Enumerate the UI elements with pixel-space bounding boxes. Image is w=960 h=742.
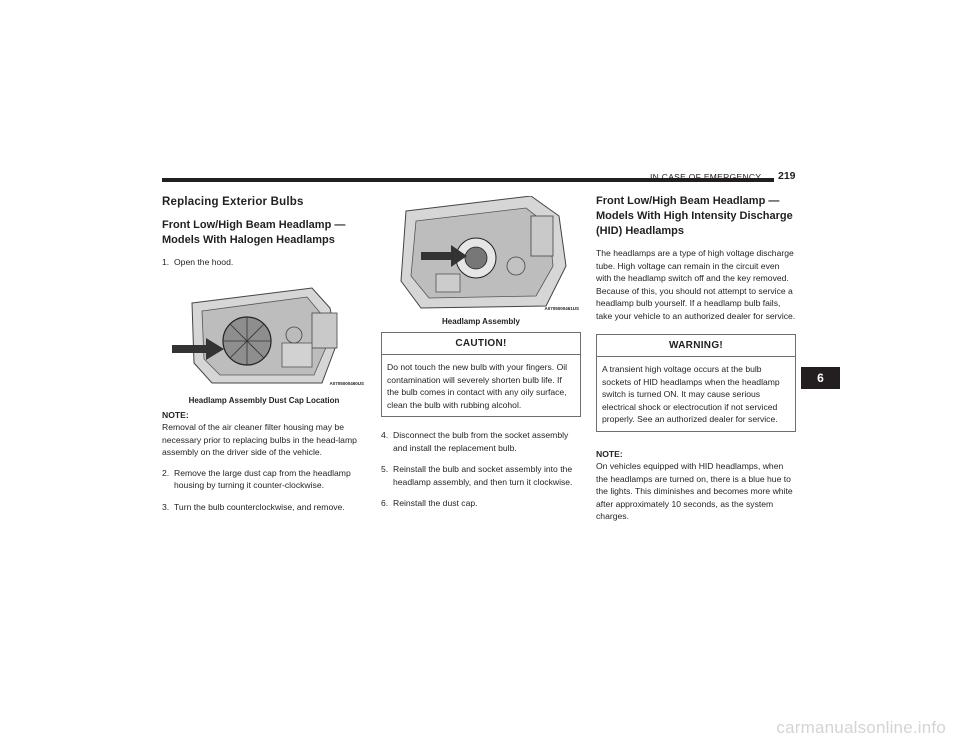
note-text: On vehicles equipped with HID headlamps, when the headlamps are turned on, there is a blue hue to the lights. This diminishes and becomes more white after approximately 10 seconds, as the system charges.: [596, 461, 793, 521]
section-title: Replacing Exterior Bulbs: [162, 196, 304, 208]
warning-box: [596, 334, 796, 432]
subsection-title-halogen: Front Low/High Beam Headlamp — Models With Halogen Headlamps: [162, 219, 346, 246]
page-number: 219: [778, 170, 796, 182]
step-6: [381, 497, 581, 510]
figure-headlamp-assembly: [381, 196, 581, 324]
note-text: Removal of the air cleaner filter housing may be necessary prior to replacing bulbs in the head-lamp assembly on the driver side of the vehicle.: [162, 422, 357, 457]
step-text: Reinstall the dust cap.: [393, 498, 478, 508]
step-1: [162, 256, 366, 269]
step-number: 4.: [381, 430, 389, 440]
column-2: [381, 196, 581, 519]
step-number: 1.: [162, 257, 170, 267]
caution-box: [381, 332, 581, 417]
headlamp-assembly-illustration: [381, 196, 581, 314]
step-number: 5.: [381, 464, 389, 474]
figure-code: A0705000461US: [544, 306, 579, 311]
warning-text: A transient high voltage occurs at the bulb sockets of HID headlamps when the headlamp switch is turned ON. It may cause serious electrical shock or electrocution if not serviced properly. See an authorized dealer for service.: [602, 364, 780, 424]
figure-code: A0705000460US: [329, 380, 364, 386]
step-5: [381, 463, 581, 488]
step-number: 3.: [162, 501, 170, 512]
step-text: Remove the large dust cap from the headlamp housing by turning it counter-clockwise.: [174, 467, 351, 490]
figure-caption: Headlamp Assembly Dust Cap Location: [188, 395, 340, 405]
running-header: IN CASE OF EMERGENCY: [650, 172, 762, 182]
step-text: Disconnect the bulb from the socket assembly and install the replacement bulb.: [393, 430, 569, 453]
step-number: 2.: [162, 467, 170, 478]
warning-title: WARNING!: [597, 335, 795, 357]
step-text: Reinstall the bulb and socket assembly into the headlamp assembly, and then turn it clockwise.: [393, 464, 573, 487]
step-4: [381, 429, 581, 454]
watermark: carmanualsonline.info: [776, 718, 946, 737]
step-2: [162, 467, 366, 492]
column-1: [162, 194, 366, 522]
figure-dust-cap: [162, 283, 366, 405]
note-label: NOTE:: [596, 448, 623, 459]
subsection-title-hid: Front Low/High Beam Headlamp — Models With High Intensity Discharge (HID) Headlamps: [596, 195, 793, 237]
caution-title: CAUTION!: [382, 333, 580, 355]
note-block-hid: [596, 448, 796, 523]
caution-text: Do not touch the new bulb with your fingers. Oil contamination will severely shorten bulb life. If the bulb comes in contact with any oily surface, clean the bulb with rubbing alcohol.: [387, 362, 568, 410]
figure-caption: Headlamp Assembly: [442, 317, 520, 326]
step-text: Open the hood.: [174, 257, 234, 267]
step-number: 6.: [381, 498, 389, 508]
note-label: NOTE:: [162, 409, 189, 420]
step-text: Turn the bulb counterclockwise, and remove.: [174, 501, 345, 512]
column-3: [596, 194, 796, 531]
chapter-tab: 6: [801, 367, 840, 389]
note-block: [162, 409, 366, 459]
hid-intro-text: The headlamps are a type of high voltage discharge tube. High voltage can remain in the circuit even with the headlamp switch off and the key removed. Because of this, you should not attempt to service a headlamp bulb yourself. If a headlamp bulb fails, take your vehicle to an authorized dealer for service.: [596, 248, 796, 321]
step-3: [162, 501, 366, 514]
headlamp-dust-cap-illustration: [162, 283, 366, 393]
